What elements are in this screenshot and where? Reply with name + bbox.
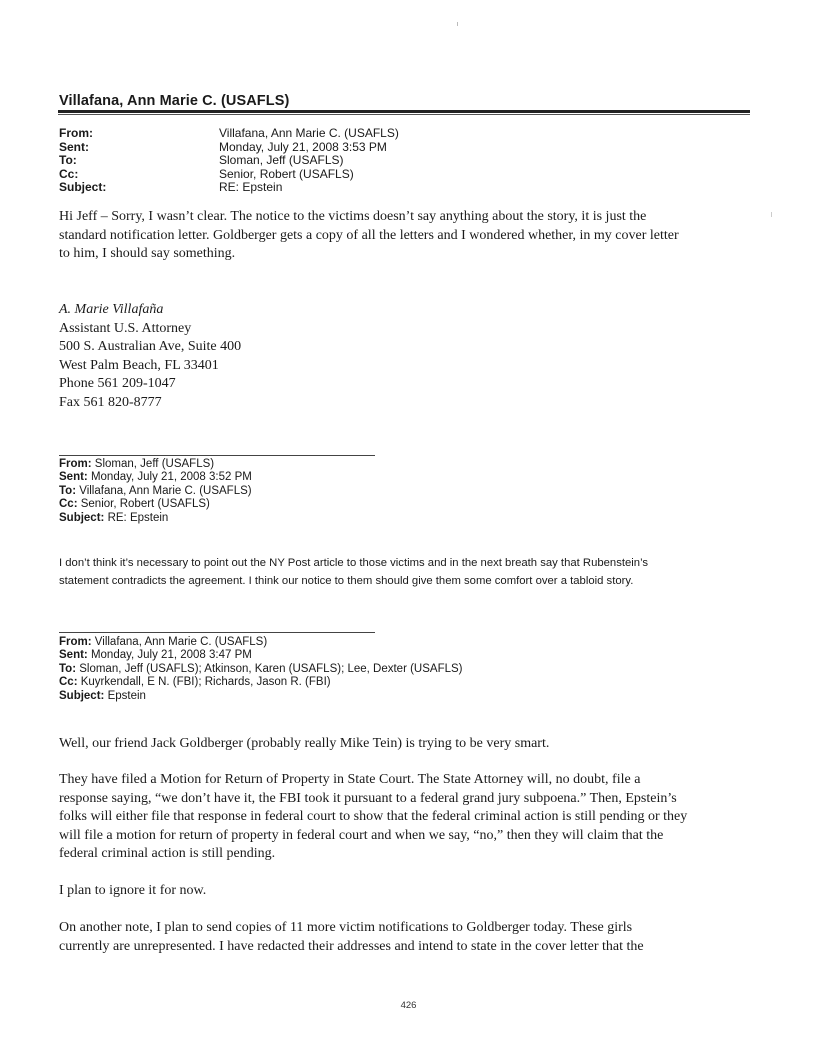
scan-artifact [771, 212, 772, 217]
quoted-label: Cc: [59, 498, 78, 511]
quoted-label: Sent: [59, 471, 88, 484]
quoted-to: Villafana, Ann Marie C. (USAFLS) [79, 484, 252, 497]
signature-block [59, 301, 241, 412]
quoted-subject: RE: Epstein [107, 511, 169, 524]
signature-name: A. Marie Villafaña [59, 302, 164, 317]
body-line: to him, I should say something. [59, 246, 236, 261]
quoted-label: From: [59, 636, 92, 648]
quoted-cc: Senior, Robert (USAFLS) [80, 498, 210, 511]
signature-phone: Phone 561 209-1047 [59, 376, 176, 391]
quoted-label: Subject: [59, 689, 105, 702]
header-subject-row [59, 181, 399, 195]
header-from-row [59, 127, 399, 141]
heading-rule [58, 110, 750, 113]
signature-fax: Fax 561 820-8777 [59, 394, 162, 410]
body-line: currently are unrepresented. I have redacted their addresses and intend to state in the cover letter that the [59, 938, 644, 954]
header-label: Sent: [59, 139, 89, 154]
scan-artifact [457, 22, 458, 26]
quoted-label: To: [59, 484, 77, 497]
header-subject-value: RE: Epstein [219, 180, 283, 195]
header-label: From: [59, 126, 93, 140]
body-line: statement contradicts the agreement. I think our notice to them should give them some comfort over a tabloid story. [59, 574, 634, 587]
quoted-body-2-para-4 [59, 919, 779, 956]
message-body [59, 208, 759, 264]
body-line: standard notification letter. Goldberger gets a copy of all the letters and I wondered whether, in my cover letter [59, 227, 679, 243]
page-number: 426 [400, 1000, 417, 1011]
quoted-subject: Epstein [107, 689, 146, 702]
quoted-label: Cc: [59, 676, 78, 689]
header-from-value: Villafana, Ann Marie C. (USAFLS) [219, 126, 399, 140]
body-line: folks will either file that response in federal court to show that the federal criminal action is still pending or they [59, 809, 688, 824]
sender-heading: Villafana, Ann Marie C. (USAFLS) [59, 93, 290, 109]
signature-city: West Palm Beach, FL 33401 [59, 357, 219, 373]
quoted-body-1 [59, 555, 779, 590]
quoted-from: Sloman, Jeff (USAFLS) [94, 458, 215, 470]
body-line: response saying, “we don’t have it, the FBI took it pursuant to a federal grand jury subpoena.” Then, Epstein’s [59, 790, 677, 806]
quoted-body-2-para-1 [59, 735, 779, 754]
quoted-label: To: [59, 662, 77, 675]
body-line: They have filed a Motion for Return of Property in State Court. The State Attorney will, no doubt, file a [59, 772, 641, 787]
quoted-to: Sloman, Jeff (USAFLS); Atkinson, Karen (USAFLS); Lee, Dexter (USAFLS) [79, 662, 463, 675]
quoted-header-2 [59, 636, 463, 703]
quoted-sent: Monday, July 21, 2008 3:52 PM [90, 471, 252, 484]
heading-rule-thin [58, 114, 750, 115]
quoted-body-2-para-3 [59, 882, 779, 901]
header-label: To: [59, 153, 77, 168]
quoted-label: Subject: [59, 511, 105, 524]
body-line: federal criminal action is still pending. [59, 846, 276, 861]
header-label: Subject: [59, 180, 107, 195]
quoted-from: Villafana, Ann Marie C. (USAFLS) [94, 636, 268, 648]
header-to-value: Sloman, Jeff (USAFLS) [219, 153, 344, 168]
header-cc-row [59, 168, 399, 182]
quoted-sent: Monday, July 21, 2008 3:47 PM [90, 649, 252, 662]
body-line: will file a motion for return of property in federal court and when we say, “no,” then they will claim that the [59, 827, 664, 843]
body-line: On another note, I plan to send copies of 11 more victim notifications to Goldberger today. These girls [59, 920, 633, 935]
header-label: Cc: [59, 166, 79, 181]
quote-separator [59, 455, 375, 456]
body-paragraph: Well, our friend Jack Goldberger (probably really Mike Tein) is trying to be very smart. [59, 736, 550, 751]
signature-address: 500 S. Australian Ave, Suite 400 [59, 339, 242, 354]
quoted-header-1 [59, 458, 252, 525]
quoted-label: From: [59, 458, 92, 470]
quoted-cc: Kuyrkendall, E N. (FBI); Richards, Jason R. (FBI) [80, 676, 331, 689]
body-paragraph: I plan to ignore it for now. [59, 883, 207, 898]
quoted-label: Sent: [59, 649, 88, 662]
body-line: Hi Jeff – Sorry, I wasn’t clear. The notice to the victims doesn’t say anything about the story, it is just the [59, 209, 647, 224]
body-line: I don’t think it’s necessary to point out the NY Post article to those victims and in the next breath say that Rubenstein’s [59, 557, 649, 569]
header-sent-value: Monday, July 21, 2008 3:53 PM [219, 139, 387, 154]
header-cc-value: Senior, Robert (USAFLS) [219, 166, 354, 181]
email-header [59, 127, 399, 195]
header-sent-row [59, 141, 399, 155]
quote-separator [59, 632, 375, 633]
quoted-body-2-para-2 [59, 771, 779, 864]
signature-title: Assistant U.S. Attorney [59, 320, 192, 336]
header-to-row [59, 154, 399, 168]
